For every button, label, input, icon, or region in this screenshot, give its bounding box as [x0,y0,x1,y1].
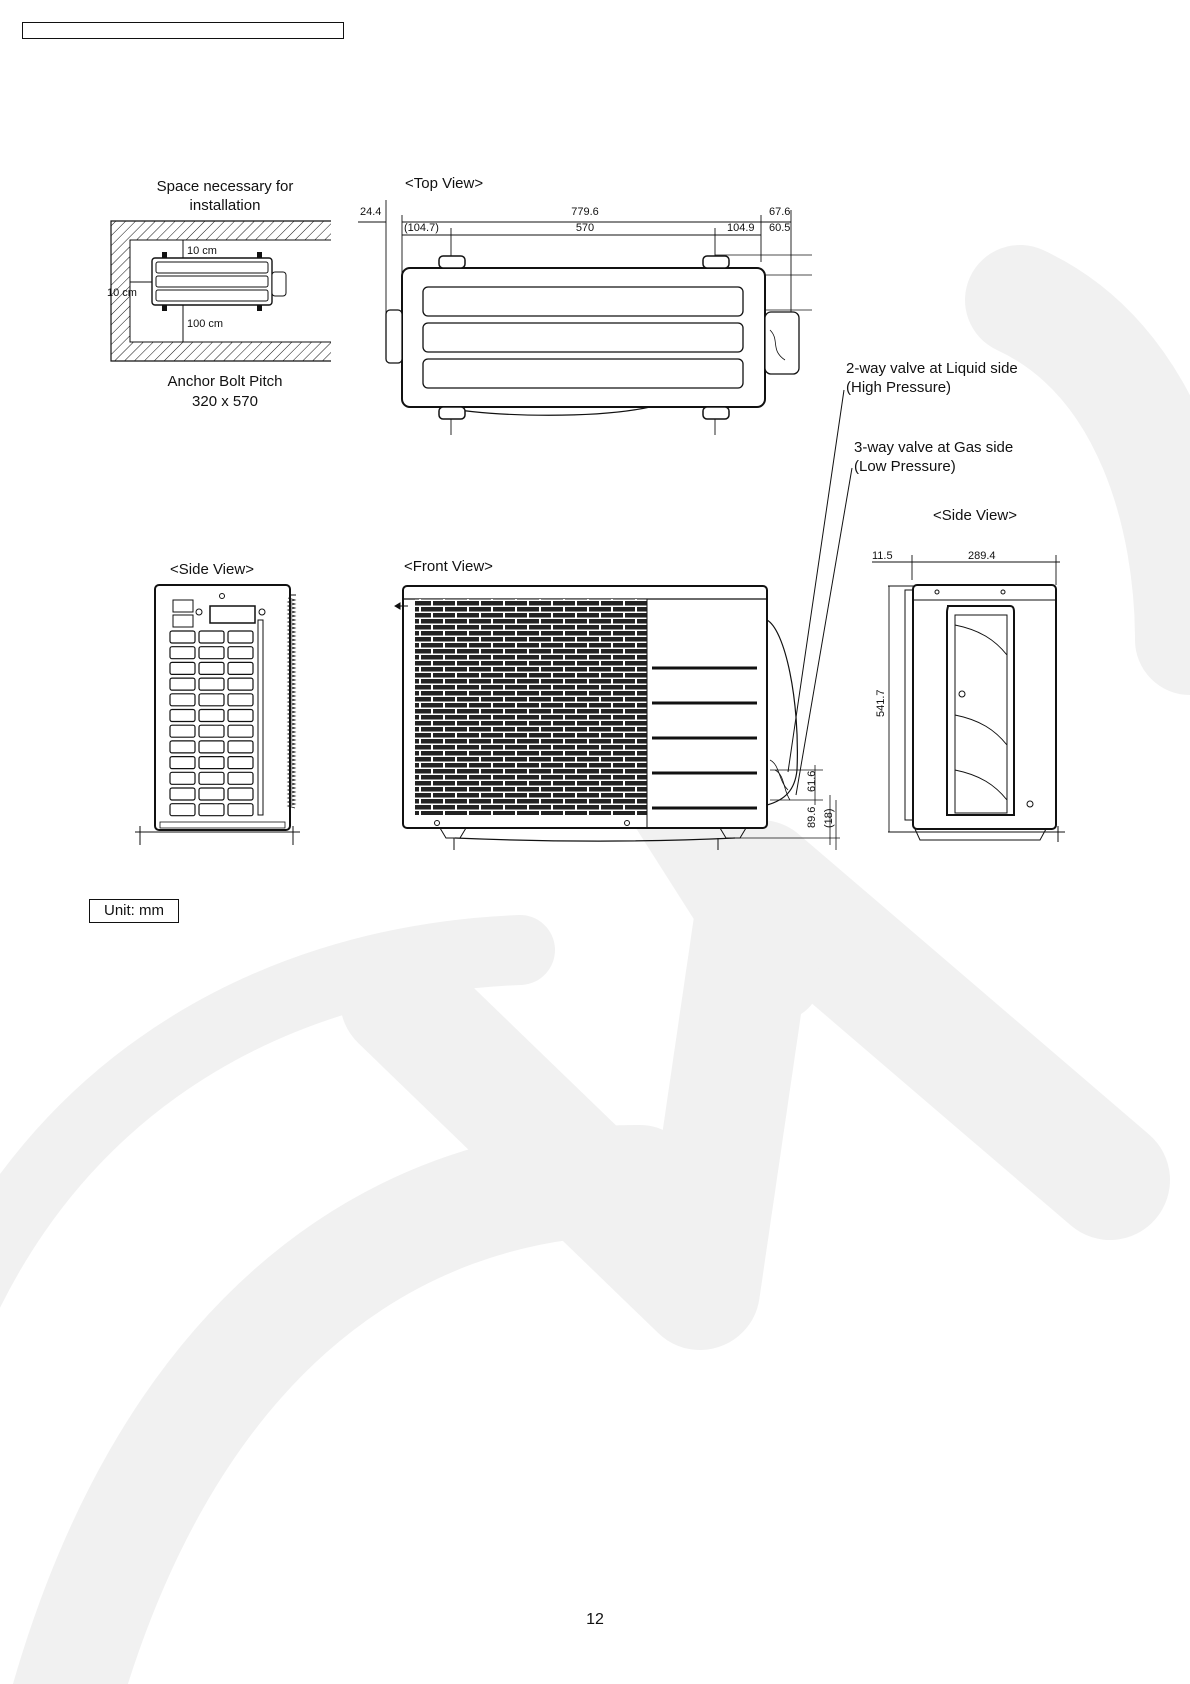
installation-space-diagram [111,221,331,361]
clearance-front: 100 cm [187,318,224,330]
dim-top-right-ext: 67.6 [769,206,791,218]
clearance-top: 10 cm [187,245,217,257]
side-view-left-drawing [135,585,300,845]
side-view-left-title: <Side View> [170,561,254,578]
liquid-valve-label: 2-way valve at Liquid side [846,360,1018,377]
dim-top-left-bolt: (104.7) [404,222,439,234]
side-view-right-title: <Side View> [933,507,1017,524]
top-view-drawing [358,200,812,435]
dim-top-left-offset: 24.4 [360,206,382,218]
installation-title: Space necessary for [156,178,294,195]
gas-valve-label: 3-way valve at Gas side [854,439,1014,456]
dim-top-right-bolt: 104.9 [727,222,755,234]
dim-top-bolt-pitch: 570 [575,222,595,234]
dim-front-valve-h2: 89.6 [806,806,818,828]
gas-valve-pressure: (Low Pressure) [854,458,956,475]
dim-top-right-ext2: 60.5 [769,222,791,234]
unit-label: Unit: mm [89,899,179,923]
dim-side-offset: 11.5 [872,550,893,562]
front-view-drawing [395,586,840,850]
front-view-title: <Front View> [404,558,493,575]
dim-front-base-h: (18) [823,808,835,828]
installation-title-2: installation [189,197,261,214]
page-number: 12 [586,1611,604,1628]
liquid-valve-pressure: (High Pressure) [846,379,952,396]
dim-side-height: 541.7 [875,689,887,717]
anchor-bolt-label: Anchor Bolt Pitch [167,373,283,390]
dim-front-valve-h1: 61.6 [806,770,818,792]
side-view-right-drawing [872,555,1065,842]
dim-top-overall: 779.6 [571,206,599,218]
anchor-bolt-value: 320 x 570 [192,393,258,410]
clearance-left: 10 cm [107,287,137,299]
top-view-title: <Top View> [405,175,484,192]
dim-side-depth: 289.4 [968,550,996,562]
